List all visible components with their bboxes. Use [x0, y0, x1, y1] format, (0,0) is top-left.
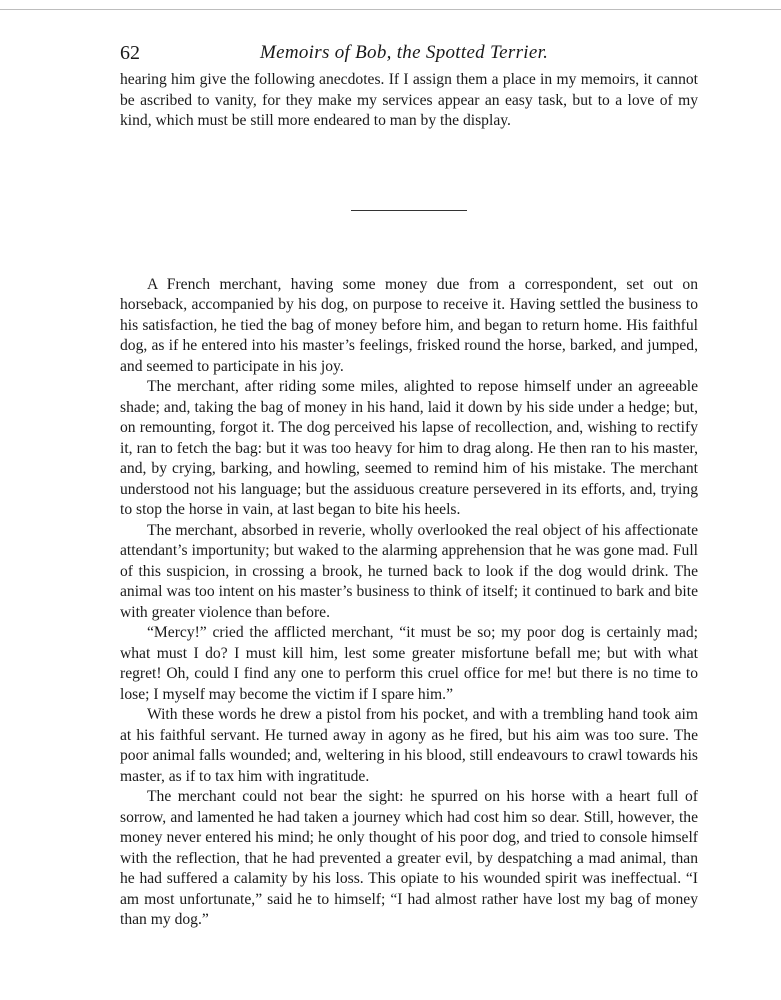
top-rule: [0, 9, 781, 10]
page-number: 62: [120, 42, 140, 64]
story-paragraph: “Mercy!” cried the afflicted merchant, “it must be so; my poor dog is certainly mad; what must I do? I must kill him, lest some greater misfortune befall me; but with what regret! Oh, could I find any one to perform this cruel office for me! but there is no time to lose; I myself may become the victim if I spare him.”: [120, 624, 698, 703]
running-head: [120, 40, 698, 70]
book-page: [120, 40, 698, 931]
story-paragraph: The merchant, absorbed in reverie, wholly overlooked the real object of his affectionate attendant’s importunity; but waked to the alarming apprehension that he was gone mad. Full of this suspicion, in crossing a brook, he turned back to look if the dog would drink. The animal was too intent on his master’s business to think of itself; it continued to bark and bite with greater violence than before.: [120, 521, 698, 621]
story-paragraph: The merchant, after riding some miles, alighted to repose himself under an agreeable shade; and, taking the bag of money in his hand, laid it down by his side under a hedge; but, on remounting, forgot it. The dog perceived his lapse of recollection, and, wishing to rectify it, ran to fetch the bag: but it was too heavy for him to drag along. He then ran to his master, and, by crying, barking, and howling, seemed to remind him of his mistake. The merchant understood not his language; but the assiduous creature persevered in its efforts, and, trying to stop the horse in vain, at last began to bite his heels.: [120, 378, 698, 518]
story-paragraph: The merchant could not bear the sight: he spurred on his horse with a heart full of sorrow, and lamented he had taken a journey which had cost him so dear. Still, however, the money never entered his mind; he only thought of his poor dog, and tried to console himself with the reflection, that he had prevented a greater evil, by despatching a mad animal, than he had suffered a calamity by his loss. This opiate to his wounded spirit was ineffectual. “I am most unfortunate,” said he to himself; “I had almost rather have lost my bag of money than my dog.”: [120, 788, 698, 928]
lead-section: [120, 70, 698, 132]
running-title: Memoirs of Bob, the Spotted Terrier.: [260, 42, 549, 63]
section-separator: [351, 210, 467, 211]
story-paragraph: A French merchant, having some money due from a correspondent, set out on horseback, accompanied by his dog, on purpose to receive it. Having settled the business to his satisfaction, he tied the bag of money before him, and began to return home. His faithful dog, as if he entered into his master’s feelings, frisked round the horse, barked, and jumped, and seemed to participate in his joy.: [120, 275, 698, 375]
story-section: [120, 275, 698, 931]
lead-paragraph: hearing him give the following anecdotes. If I assign them a place in my memoirs, it cannot be ascribed to vanity, for they make my services appear an easy task, but to a love of my kind, which must be still more endeared to man by the display.: [120, 71, 698, 129]
story-paragraph: With these words he drew a pistol from his pocket, and with a trembling hand took aim at his faithful servant. He turned away in agony as he fired, but his aim was too sure. The poor animal falls wounded; and, weltering in his blood, still endeavours to crawl towards his master, as if to tax him with ingratitude.: [120, 706, 698, 785]
